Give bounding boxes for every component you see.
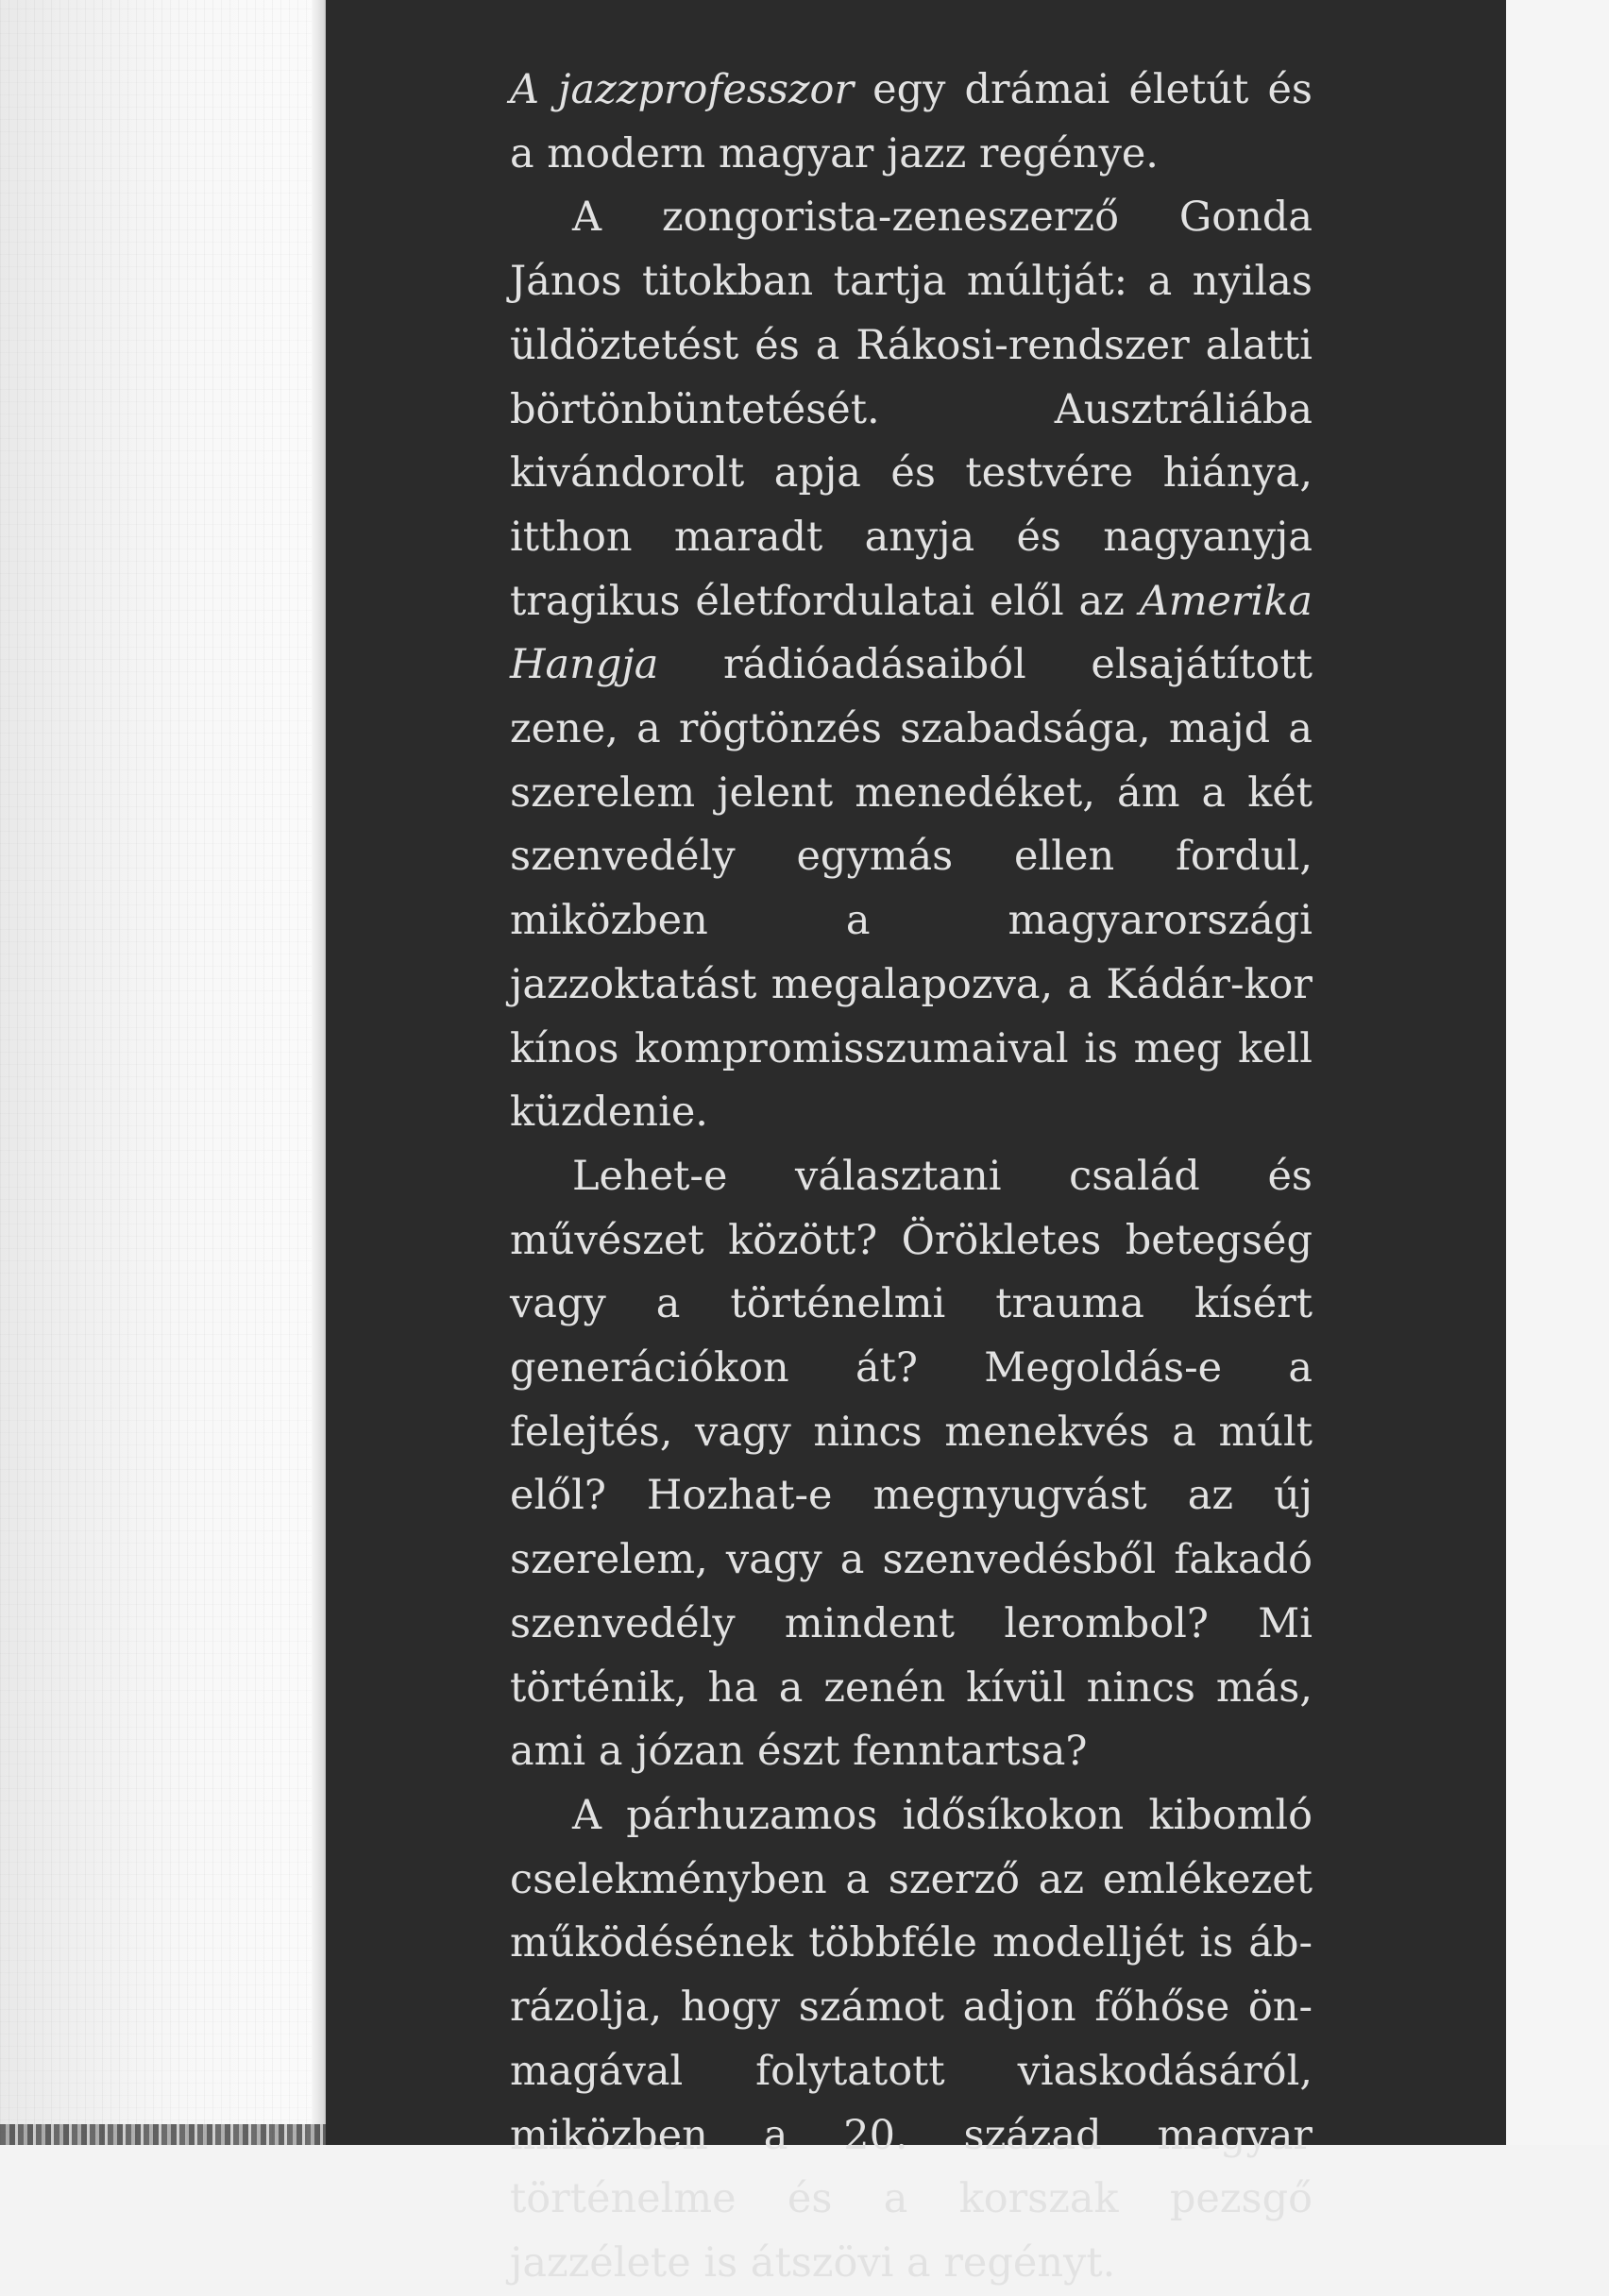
paragraph-1-text: egy drámai életút és a modern magyar jazz regénye. xyxy=(510,66,1313,177)
book-title: A jazzprofesszor xyxy=(510,66,855,113)
bottom-edge-strip xyxy=(0,2124,326,2145)
paragraph-1 xyxy=(510,59,1313,186)
paragraph-2 xyxy=(510,186,1313,1145)
paragraph-2-text-a: A zongorista-zeneszerző Gonda János titokban tartja múltját: a nyilas üldöztetést és a Rákosi-rendszer alatti börtönbüntetését. Ausztráliába kivándorolt apja és testvére hiánya, itthon maradt anyja és nagyanyja tragikus életfordulatai elől az xyxy=(510,194,1313,625)
radio-name: Amerika Hangja xyxy=(510,577,1313,689)
right-margin xyxy=(1506,0,1609,2145)
facing-page xyxy=(0,0,321,2145)
paragraph-3: Lehet-e választani család és művészet között? Örökletes betegség vagy a történelmi trauma kísért generációkon át? Megoldás-e a felejtés, vagy nincs menekvés a múlt elől? Hozhat-e megnyugvást az új szerelem, vagy a szenvedésből fakadó szenvedély mindent lerombol? Mi történik, ha a zenén kívül nincs más, ami a józan észt fenntartsa? xyxy=(510,1152,1313,1776)
paragraph-4: A párhuzamos idősíkokon kibomló cselekményben a szerző az emlékezet működésének többféle modelljét is ábrázolja, hogy számot adjon főhőse önmagával folytatott viaskodásáról, miközben a 20. század magyar történelme és a korszak pezsgő jazzélete is átszövi a regényt. xyxy=(510,1791,1313,2287)
blurb-text xyxy=(510,59,1313,2296)
paragraph-2-text-b: rádióadásaiból elsajátított zene, a rögtönzés szabadsága, majd a szerelem jelent menedéket, ám a két szenvedély egymás ellen fordul, miközben a magyarországi jazzoktatást megalapozva, a Kádár-kor kínos kompromisszumaival is meg kell küzdenie. xyxy=(510,641,1313,1137)
